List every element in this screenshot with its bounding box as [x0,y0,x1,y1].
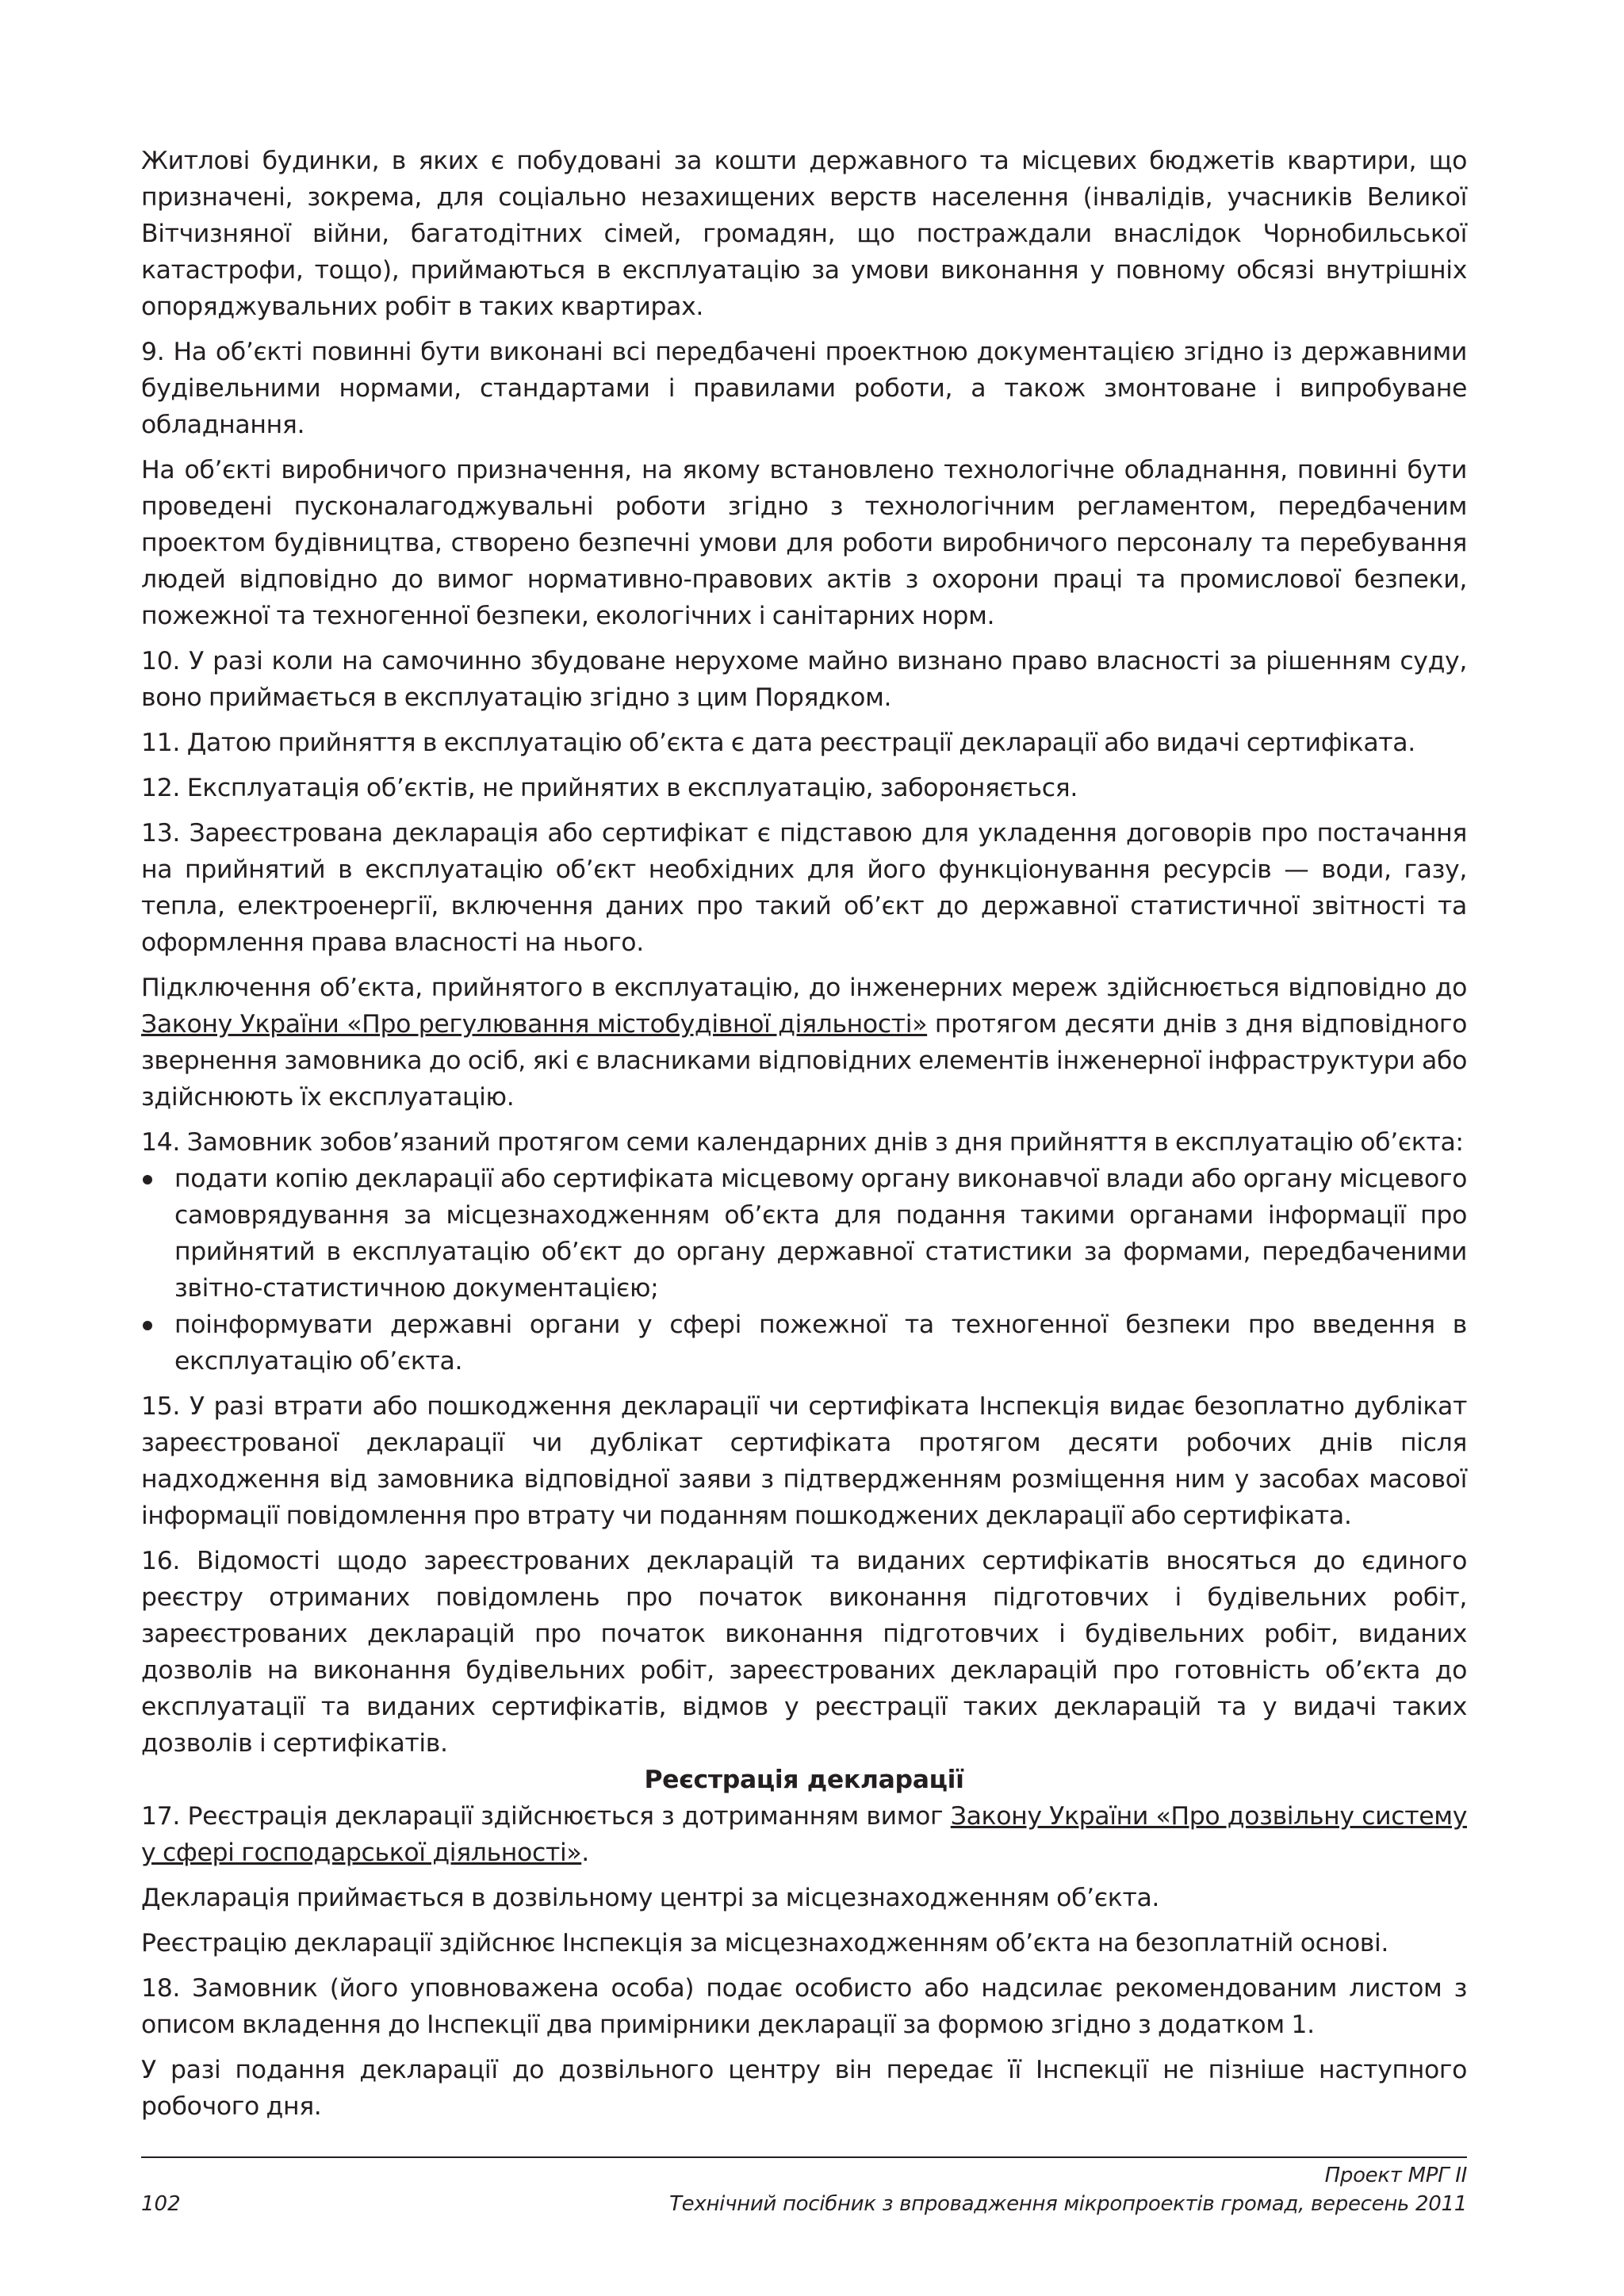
paragraph-item-12: 12. Експлуатація об’єктів, не прийнятих в експлуатацію, забороняється. [141,774,1078,802]
paragraph-item-17 [141,1798,1467,1871]
list-item-text: поінформувати державні органи у сфері пожежної та техногенної безпеки про введення в експлуатацію об’єкта. [174,1311,1467,1376]
section-heading: Реєстрація декларації [644,1766,964,1794]
paragraph-item-9: 9. На об’єкті повинні бути виконані всі передбачені проектною документацією згідно із державними будівельними нормами, стандартами і правилами роботи, а також змонтоване і випробуване обладнання. [141,338,1467,439]
paragraph-connection-text-start: Підключення об’єкта, прийнятого в експлуатацію, до інженерних мереж здійснюється відповідно до [141,974,1467,1002]
paragraph-production-object: На об’єкті виробничого призначення, на якому встановлено технологічне обладнання, повинні бути проведені пусконалагоджувальні роботи згідно з технологічним регламентом, передбаченим проектом будівництва, створено безпечні умови для роботи виробничого персоналу та перебування людей відповідно до вимог нормативно-правових актів з охорони праці та промислової безпеки, пожежної та техногенної безпеки, екологічних і санітарних норм. [141,456,1467,630]
law-link-permit-system[interactable]: Закону України «Про дозвільну систему у сфері господарської діяльності» [141,1802,1467,1867]
paragraph-item-11: 11. Датою прийняття в експлуатацію об’єкта є дата реєстрації декларації або видачі сертифіката. [141,729,1415,757]
footer-publication: Технічний посібник з впровадження мікропроектів громад, вересень 2011 [669,2192,1467,2216]
paragraph-connection [141,970,1467,1115]
paragraph-item-18: 18. Замовник (його уповноважена особа) подає особисто або надсилає рекомендованим листом з описом вкладення до Інспекції два примірники декларації за формою згідно з додатком 1. [141,1974,1467,2039]
page-number: 102 [141,2192,181,2216]
footer-project: Проект МРГ ІІ [1324,2164,1467,2187]
paragraph-connection-text-end: протягом десяти днів з дня відповідного звернення замовника до осіб, які є власниками відповідних елементів інженерної інфраструктури або здійснюють їх експлуатацію. [141,1010,1467,1112]
footer-info [669,2161,1467,2218]
paragraph-item-14: 14. Замовник зобов’язаний протягом семи календарних днів з дня прийняття в експлуатацію об’єкта: [141,1128,1464,1157]
paragraph-registration-free: Реєстрацію декларації здійснює Інспекція за місцезнаходженням об’єкта на безоплатній основі. [141,1929,1389,1957]
list-item [141,1161,1467,1307]
paragraph-item-17-end: . [581,1839,589,1867]
bullet-icon [143,1175,152,1184]
paragraph-housing: Житлові будинки, в яких є побудовані за кошти державного та місцевих бюджетів квартири, що призначені, зокрема, для соціально незахищених верств населення (інвалідів, учасників Великої Вітчизняної війни, багатодітних сімей, громадян, що постраждали внаслідок Чорнобильської катастрофи, тощо), приймаються в експлуатацію за умови виконання у повному обсязі внутрішніх опоряджувальних робіт в таких квартирах. [141,147,1467,321]
paragraph-item-15: 15. У разі втрати або пошкодження декларації чи сертифіката Інспекція видає безоплатно дублікат зареєстрованої декларації чи дублікат сертифіката протягом десяти робочих днів після надходження від замовника відповідної заяви з підтвердженням розміщення ним у засобах масової інформації повідомлення про втрату чи поданням пошкоджених декларації або сертифіката. [141,1392,1467,1530]
paragraph-item-13: 13. Зареєстрована декларація або сертифікат є підставою для укладення договорів про постачання на прийнятий в експлуатацію об’єкт необхідних для його функціонування ресурсів — води, газу, тепла, електроенергії, включення даних про такий об’єкт до державної статистичної звітності та оформлення права власності на нього. [141,819,1467,957]
obligations-list [141,1161,1467,1380]
page-body [141,143,1467,2133]
bullet-icon [143,1321,152,1330]
paragraph-item-10: 10. У разі коли на самочинно збудоване нерухоме майно визнано право власності за рішенням суду, воно приймається в експлуатацію згідно з цим Порядком. [141,647,1467,712]
list-item-text: подати копію декларації або сертифіката місцевому органу виконавчої влади або органу місцевого самоврядування за місцезнаходженням об’єкта для подання такими органами інформації про прийнятий в експлуатацію об’єкт до органу державної статистики за формами, передбаченими звітно-статистичною документацією; [174,1165,1467,1303]
paragraph-item-17-text: 17. Реєстрація декларації здійснюється з дотриманням вимог [141,1802,951,1831]
paragraph-declaration-acceptance: Декларація приймається в дозвільному центрі за місцезнаходженням об’єкта. [141,1884,1160,1912]
footer-divider [141,2156,1467,2158]
paragraph-permit-center: У разі подання декларації до дозвільного центру він передає її Інспекції не пізніше наступного робочого дня. [141,2056,1467,2121]
law-link-urban-planning[interactable]: Закону України «Про регулювання містобудівної діяльності» [141,1010,928,1039]
list-item [141,1307,1467,1380]
paragraph-item-16: 16. Відомості щодо зареєстрованих декларацій та виданих сертифікатів вносяться до єдиного реєстру отриманих повідомлень про початок виконання підготовчих і будівельних робіт, зареєстрованих декларацій про початок виконання підготовчих і будівельних робіт, виданих дозволів на виконання будівельних робіт, зареєстрованих декларацій про готовність об’єкта до експлуатації та виданих сертифікатів, відмов у реєстрації таких декларацій та у видачі таких дозволів і сертифікатів. [141,1547,1467,1758]
